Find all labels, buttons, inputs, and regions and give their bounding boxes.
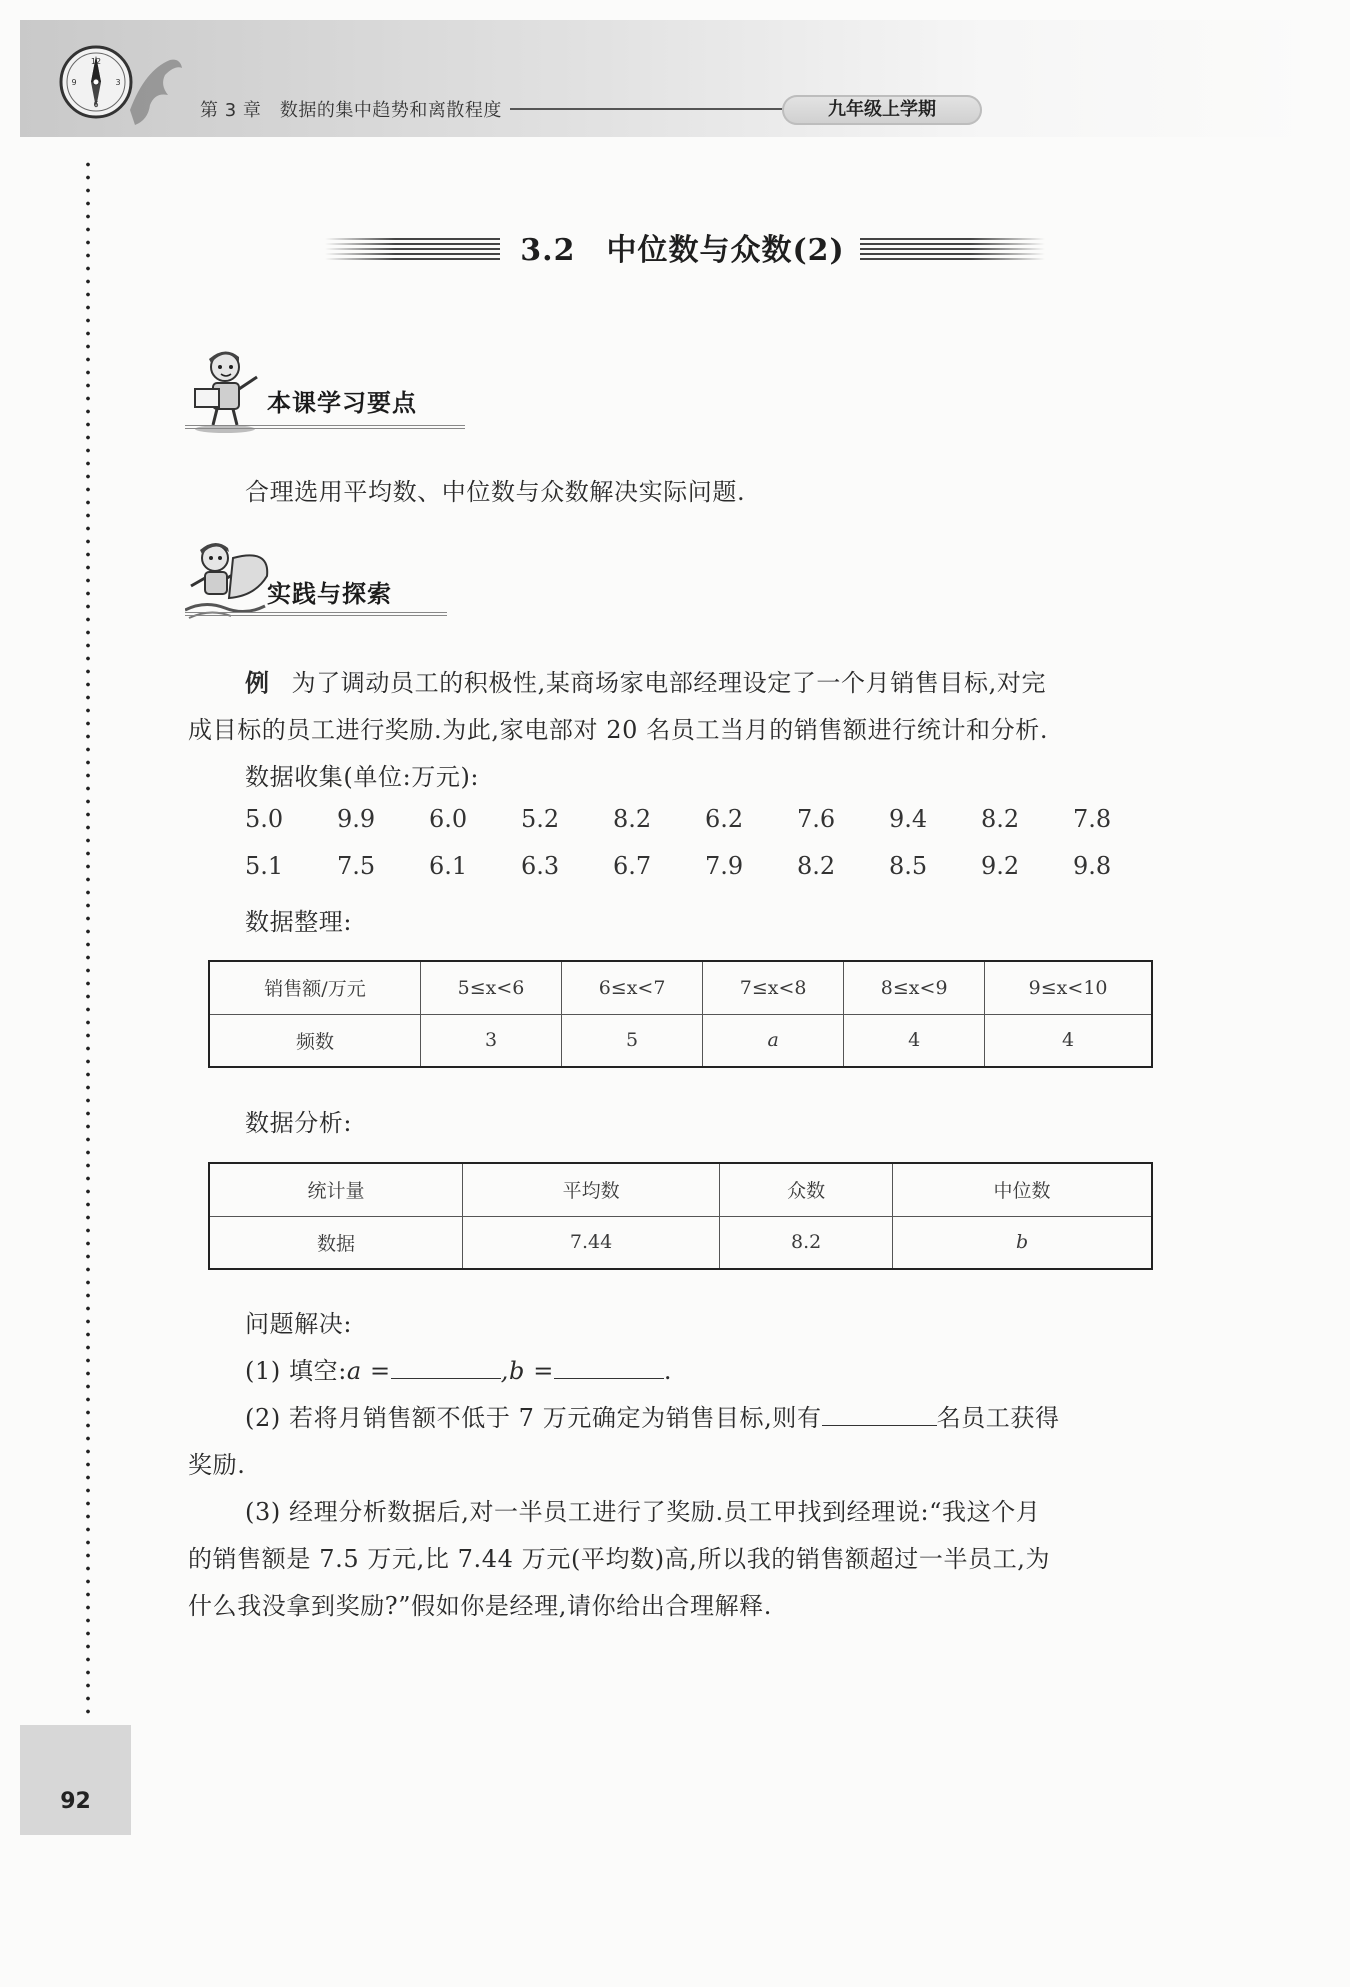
answer-blank-employees[interactable] (822, 1403, 937, 1426)
practice-heading (185, 538, 475, 628)
question-2-line-2: 奖励. (188, 1451, 246, 1479)
page-number: 92 (60, 1789, 91, 1814)
data-value: 6.2 (705, 805, 744, 833)
key-points-heading (185, 345, 475, 435)
table-cell: 中位数 (893, 1163, 1152, 1216)
data-value: 9.4 (889, 805, 928, 833)
table-cell: 4 (985, 1014, 1152, 1067)
title-decoration-right (860, 238, 1045, 260)
problem-solving-label: 问题解决: (245, 1310, 353, 1338)
grade-badge: 九年级上学期 (782, 95, 982, 125)
statistics-table (208, 1162, 1153, 1270)
example-text-1: 为了调动员工的积极性,某商场家电部经理设定了一个月销售目标,对完 (291, 669, 1047, 697)
question-1-b-label: ,b = (500, 1357, 554, 1385)
answer-blank-b[interactable] (554, 1356, 664, 1379)
data-value: 6.0 (429, 805, 468, 833)
table-cell: 5≤x<6 (421, 961, 562, 1014)
data-value: 6.7 (613, 852, 652, 880)
data-value: 6.1 (429, 852, 468, 880)
practice-label: 实践与探索 (267, 580, 392, 608)
data-organize-label: 数据整理: (245, 908, 353, 936)
question-1 (245, 1351, 672, 1386)
question-1-end: . (663, 1357, 673, 1385)
student-reading-icon (185, 345, 275, 435)
compass-label-12: 12 (90, 57, 102, 66)
compass-label-3: 3 (115, 78, 121, 87)
section-title: 3.2 中位数与众数(2) (520, 233, 845, 268)
table-cell: 9≤x<10 (985, 961, 1152, 1014)
key-points-text: 合理选用平均数、中位数与众数解决实际问题. (245, 478, 746, 506)
example-line-1 (245, 663, 1046, 698)
data-value: 9.9 (337, 805, 376, 833)
key-points-label: 本课学习要点 (267, 389, 417, 417)
title-decoration-left (325, 238, 500, 260)
data-value: 8.2 (981, 805, 1020, 833)
chapter-title: 第 3 章 数据的集中趋势和离散程度 (200, 100, 502, 121)
table-cell: 统计量 (209, 1163, 463, 1216)
data-analysis-label: 数据分析: (245, 1109, 353, 1137)
table-cell: 6≤x<7 (562, 961, 703, 1014)
compass-label-9: 9 (71, 78, 77, 87)
data-value: 5.1 (245, 852, 284, 880)
frequency-table (208, 960, 1153, 1068)
data-value: 6.3 (521, 852, 560, 880)
data-value: 8.2 (613, 805, 652, 833)
practice-underline (185, 612, 447, 618)
example-line-2: 成目标的员工进行奖励.为此,家电部对 20 名员工当月的销售额进行统计和分析. (188, 716, 1049, 744)
table-cell: 7.44 (463, 1216, 720, 1269)
table-row (209, 1216, 1152, 1269)
table-cell: b (893, 1216, 1152, 1269)
question-2-text: (2) 若将月销售额不低于 7 万元确定为销售目标,则有 (245, 1404, 822, 1432)
table-row (209, 1163, 1152, 1216)
table-cell: 数据 (209, 1216, 463, 1269)
question-3-line-3: 什么我没拿到奖励?”假如你是经理,请你给出合理解释. (188, 1592, 772, 1620)
header-divider (510, 108, 788, 110)
question-1-prefix: (1) 填空: (245, 1357, 347, 1385)
compass-label-6: 6 (93, 100, 99, 109)
data-value: 7.6 (797, 805, 836, 833)
table-cell: 4 (844, 1014, 985, 1067)
question-1-a-label: a = (346, 1357, 391, 1385)
data-value: 5.2 (521, 805, 560, 833)
table-row (209, 961, 1152, 1014)
question-3-line-1: (3) 经理分析数据后,对一半员工进行了奖励.员工甲找到经理说:“我这个月 (245, 1498, 1041, 1526)
example-label: 例 (245, 668, 270, 697)
data-value: 9.8 (1073, 852, 1112, 880)
data-value: 8.5 (889, 852, 928, 880)
page-number-box (20, 1725, 131, 1835)
question-2 (245, 1398, 1060, 1433)
table-cell: 3 (421, 1014, 562, 1067)
data-value: 8.2 (797, 852, 836, 880)
table-cell: 7≤x<8 (703, 961, 844, 1014)
table-row (209, 1014, 1152, 1067)
table-cell: 众数 (720, 1163, 893, 1216)
table-cell: 8.2 (720, 1216, 893, 1269)
table-cell: 平均数 (463, 1163, 720, 1216)
margin-dotted-line (86, 158, 90, 1720)
data-value: 9.2 (981, 852, 1020, 880)
data-value: 5.0 (245, 805, 284, 833)
data-value: 7.5 (337, 852, 376, 880)
data-value: 7.9 (705, 852, 744, 880)
table-cell: 频数 (209, 1014, 421, 1067)
table-cell: 5 (562, 1014, 703, 1067)
question-3-line-2: 的销售额是 7.5 万元,比 7.44 万元(平均数)高,所以我的销售额超过一半员工,为 (188, 1545, 1051, 1573)
runner-silhouette-icon (120, 50, 190, 130)
data-collection-label: 数据收集(单位:万元): (245, 763, 480, 791)
question-2-text-end: 名员工获得 (936, 1404, 1060, 1432)
table-cell: 销售额/万元 (209, 961, 421, 1014)
answer-blank-a[interactable] (391, 1356, 501, 1379)
key-points-underline (185, 425, 465, 431)
table-cell: 8≤x<9 (844, 961, 985, 1014)
data-value: 7.8 (1073, 805, 1112, 833)
table-cell: a (703, 1014, 844, 1067)
